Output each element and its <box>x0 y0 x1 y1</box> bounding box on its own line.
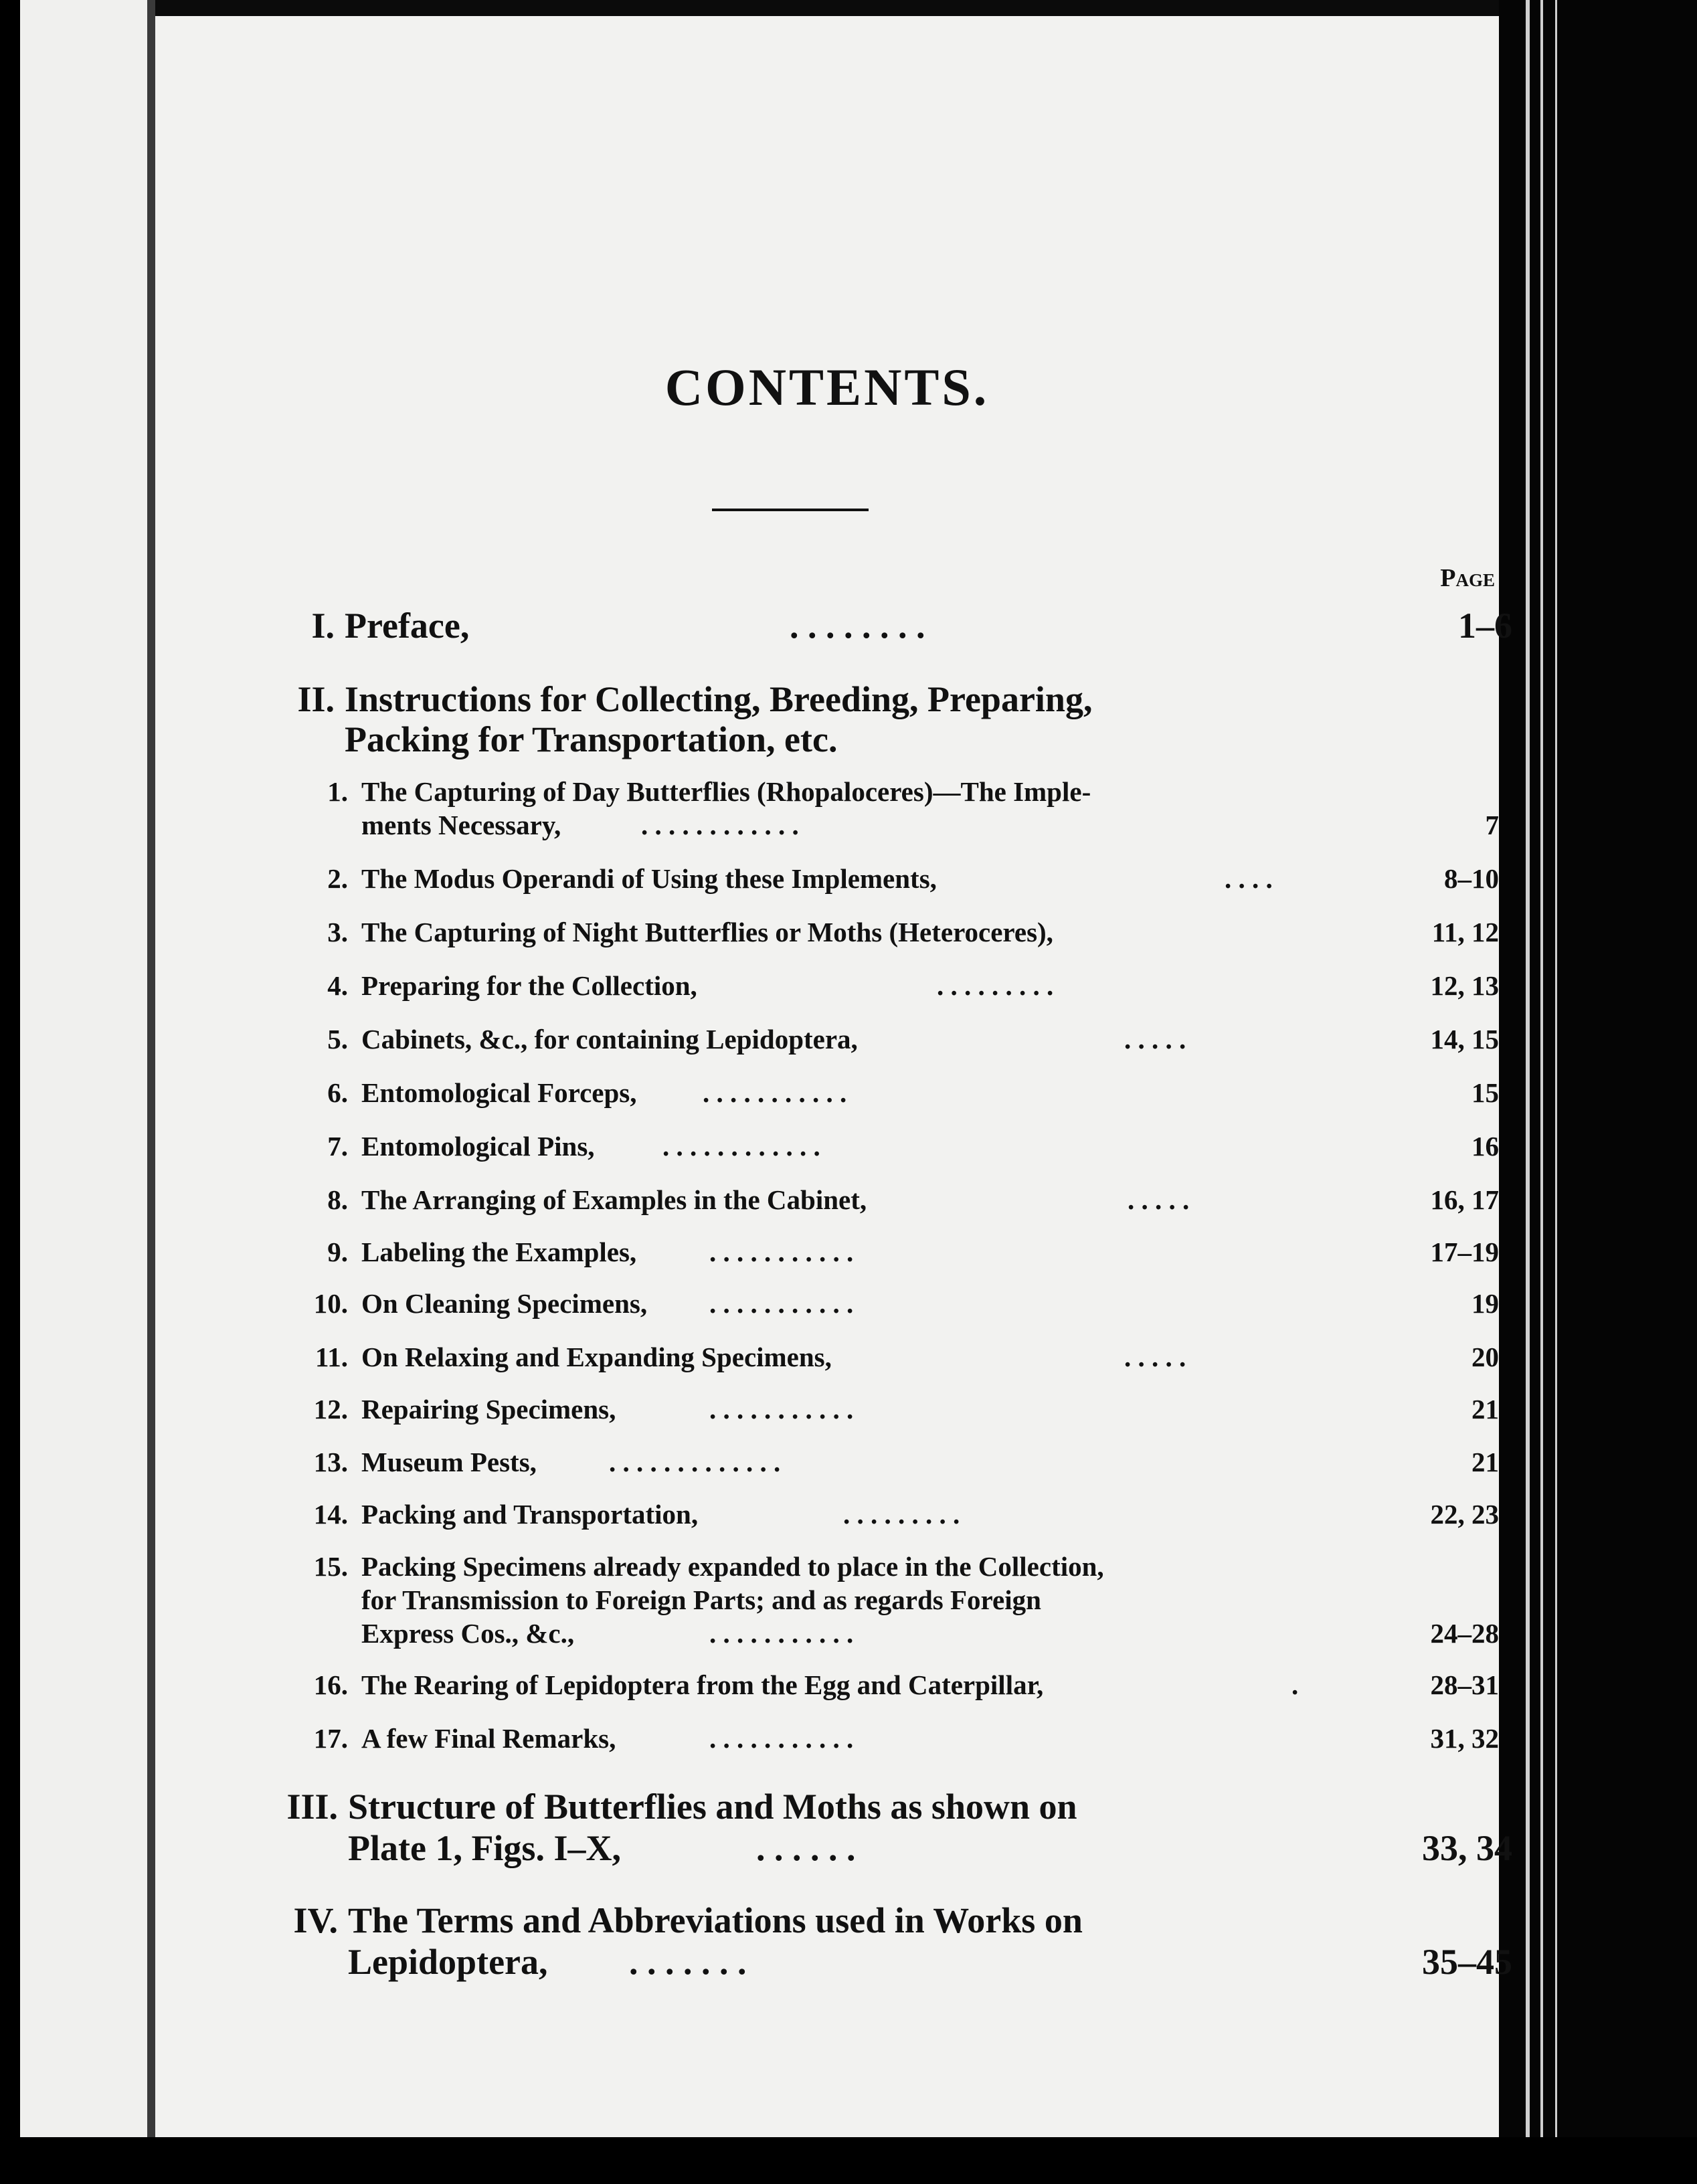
toc-subsection-entry[interactable] <box>327 776 1499 842</box>
section-number: IV. <box>293 1900 338 1940</box>
subsection-number: 13. <box>313 1447 348 1477</box>
subsection-title-line: Entomological Forceps, <box>361 1077 637 1108</box>
subsection-title-line: The Modus Operandi of Using these Implements, <box>361 863 937 894</box>
section-title-line: Lepidoptera, <box>348 1942 548 1982</box>
page-number: 7 <box>1485 810 1499 840</box>
section-title-line: Preface, <box>345 606 470 646</box>
subsection-number: 4. <box>327 970 348 1001</box>
dot-leader: . . . . . . . . . . . . <box>662 1131 820 1162</box>
dot-leader: . . . . . <box>1124 1342 1186 1372</box>
page-edge-line <box>1555 0 1557 2184</box>
book-gutter <box>147 0 155 2184</box>
subsection-number: 2. <box>327 863 348 894</box>
subsection-title-line: Cabinets, &c., for containing Lepidoptera, <box>361 1024 858 1055</box>
page-number: 24–28 <box>1430 1618 1499 1649</box>
subsection-title-line: Packing and Transportation, <box>361 1499 699 1530</box>
toc-section-entry[interactable] <box>293 1900 1512 1987</box>
subsection-number: 1. <box>327 776 348 807</box>
subsection-title-line: Museum Pests, <box>361 1447 537 1477</box>
page-number: 21 <box>1471 1394 1499 1425</box>
section-number: III. <box>286 1787 338 1827</box>
subsection-number: 9. <box>327 1237 348 1267</box>
dot-leader: . . . . . . . . . . . <box>709 1394 854 1425</box>
page-number: 1–6 <box>1458 606 1512 646</box>
section-number: I. <box>311 606 335 646</box>
page-number: 12, 13 <box>1430 970 1499 1001</box>
toc-subsection-entry[interactable] <box>315 1341 1499 1374</box>
subsection-title-line: On Relaxing and Expanding Specimens, <box>361 1342 832 1372</box>
subsection-number: 16. <box>313 1669 348 1700</box>
facing-page-edge <box>20 0 147 2184</box>
section-title-line: Packing for Transportation, etc. <box>345 719 838 759</box>
section-title-line: Plate 1, Figs. I–X, <box>348 1828 621 1868</box>
toc-subsection-entry[interactable] <box>313 1393 1499 1427</box>
scan-border-bottom <box>0 2137 1697 2184</box>
subsection-title-line: The Arranging of Examples in the Cabinet, <box>361 1184 867 1215</box>
toc-section-entry[interactable] <box>311 605 1512 646</box>
toc-subsection-entry[interactable] <box>313 1287 1499 1321</box>
page-edge-line <box>1526 0 1530 2184</box>
subsection-number: 15. <box>313 1551 348 1582</box>
toc-subsection-entry[interactable] <box>313 1446 1499 1479</box>
subsection-number: 8. <box>327 1184 348 1215</box>
section-title-line: The Terms and Abbreviations used in Works on <box>348 1900 1083 1940</box>
toc-section-entry[interactable] <box>286 1786 1512 1873</box>
page-number: 8–10 <box>1444 863 1499 894</box>
subsection-title-line: Repairing Specimens, <box>361 1394 616 1425</box>
subsection-number: 14. <box>313 1499 348 1530</box>
subsection-title-line: The Capturing of Day Butterflies (Rhopaloceres)—The Imple- <box>361 776 1091 807</box>
dot-leader: . . . . . . . . . <box>843 1499 960 1530</box>
toc-subsection-entry[interactable] <box>313 1498 1499 1532</box>
subsection-title-line: Express Cos., &c., <box>361 1618 575 1649</box>
toc-subsection-entry[interactable] <box>327 1023 1499 1057</box>
page-number: 20 <box>1471 1342 1499 1372</box>
page-number: 22, 23 <box>1430 1499 1499 1530</box>
subsection-number: 10. <box>313 1288 348 1319</box>
dot-leader: . . . . . . . . . . . <box>703 1077 847 1108</box>
scan-border-left <box>0 0 20 2184</box>
dot-leader: . . . . . . . . . . . <box>709 1618 854 1649</box>
dot-leader: . . . . . <box>1128 1184 1190 1215</box>
dot-leader: . . . . . <box>1124 1024 1186 1055</box>
dot-leader: . . . . . . . <box>629 1942 747 1982</box>
dot-leader: . . . . . . <box>756 1828 856 1868</box>
subsection-title-line: for Transmission to Foreign Parts; and as regards Foreign <box>361 1584 1041 1615</box>
page-number: 17–19 <box>1430 1237 1499 1267</box>
section-title-line: Instructions for Collecting, Breeding, Preparing, <box>345 679 1093 719</box>
dot-leader: . <box>1291 1669 1299 1700</box>
page-number: 11, 12 <box>1431 917 1499 947</box>
toc-subsection-entry[interactable] <box>327 1184 1499 1217</box>
scan-border-right <box>1499 0 1697 2184</box>
subsection-number: 5. <box>327 1024 348 1055</box>
toc-subsection-entry[interactable] <box>327 970 1499 1003</box>
page-number: 35–45 <box>1422 1942 1512 1982</box>
page-number: 31, 32 <box>1430 1723 1499 1754</box>
dot-leader: . . . . . . . . . . . <box>709 1288 854 1319</box>
subsection-title-line: A few Final Remarks, <box>361 1723 616 1754</box>
page-title: CONTENTS. <box>664 358 990 416</box>
subsection-number: 12. <box>313 1394 348 1425</box>
toc-subsection-entry[interactable] <box>313 1669 1499 1702</box>
subsection-title-line: Packing Specimens already expanded to place in the Collection, <box>361 1551 1104 1582</box>
subsection-title-line: Preparing for the Collection, <box>361 970 697 1001</box>
page-number: 16, 17 <box>1430 1184 1499 1215</box>
page-column-label: Page <box>1440 564 1495 592</box>
dot-leader: . . . . . . . . . <box>937 970 1054 1001</box>
toc-subsection-entry[interactable] <box>327 916 1499 949</box>
subsection-title-line: ments Necessary, <box>361 810 561 840</box>
page-number: 28–31 <box>1430 1669 1499 1700</box>
document-page <box>155 16 1512 2137</box>
dot-leader: . . . . . . . . . . . <box>709 1237 854 1267</box>
dot-leader: . . . . <box>1225 863 1273 894</box>
dot-leader: . . . . . . . . . . . . <box>641 810 799 840</box>
dot-leader: . . . . . . . . <box>790 606 925 646</box>
toc-subsection-entry[interactable] <box>327 1236 1499 1269</box>
subsection-title-line: The Capturing of Night Butterflies or Moths (Heteroceres), <box>361 917 1053 947</box>
subsection-number: 3. <box>327 917 348 947</box>
page-number: 15 <box>1471 1077 1499 1108</box>
subsection-title-line: The Rearing of Lepidoptera from the Egg and Caterpillar, <box>361 1669 1044 1700</box>
section-title-line: Structure of Butterflies and Moths as shown on <box>348 1787 1077 1827</box>
toc-subsection-entry[interactable] <box>327 1130 1499 1164</box>
page-number: 33, 34 <box>1422 1828 1512 1868</box>
subsection-number: 7. <box>327 1131 348 1162</box>
dot-leader: . . . . . . . . . . . <box>709 1723 854 1754</box>
subsection-number: 17. <box>313 1723 348 1754</box>
page-number: 14, 15 <box>1430 1024 1499 1055</box>
toc-subsection-entry[interactable] <box>327 1077 1499 1110</box>
page-number: 21 <box>1471 1447 1499 1477</box>
section-number: II. <box>297 679 335 719</box>
page-number: 16 <box>1471 1131 1499 1162</box>
toc-subsection-entry[interactable] <box>327 862 1499 896</box>
subsection-number: 6. <box>327 1077 348 1108</box>
title-rule <box>712 509 869 511</box>
toc-subsection-entry[interactable] <box>313 1550 1499 1651</box>
dot-leader: . . . . . . . . . . . . . <box>609 1447 781 1477</box>
toc-subsection-entry[interactable] <box>313 1722 1499 1756</box>
subsection-title-line: On Cleaning Specimens, <box>361 1288 648 1319</box>
subsection-title-line: Entomological Pins, <box>361 1131 595 1162</box>
subsection-number: 11. <box>315 1342 348 1372</box>
toc-section-entry[interactable] <box>297 678 1512 765</box>
page-number: 19 <box>1471 1288 1499 1319</box>
page-edge-line <box>1540 0 1543 2184</box>
subsection-title-line: Labeling the Examples, <box>361 1237 637 1267</box>
